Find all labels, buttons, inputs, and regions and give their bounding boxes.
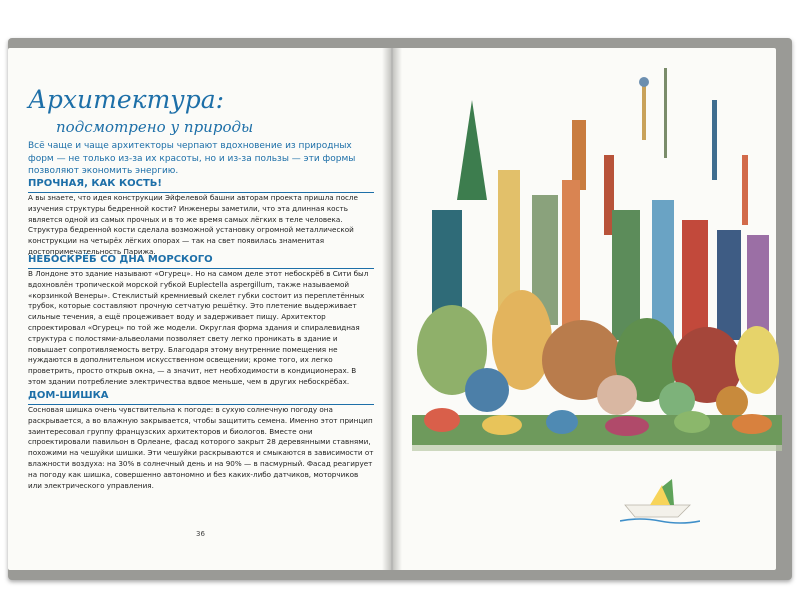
illustration-towers [432,100,769,340]
book-gutter [382,48,402,570]
section-heading-bone: ПРОЧНАЯ, КАК КОСТЬ! [28,178,374,193]
section-text-bone: А вы знаете, что идея конструкции Эйфелевой башни авторам проекта пришла после изучения структуры бедренной кости? Инженеры заметили, что эта длинная кость является одной из самых прочных и в то же время самых лёгких в теле человека. Структура бедренной кости сделала возможной установку огромной металлической конструкции на четырёх лёгких опорах — так на свет появилась знаменитая достопримечательность Парижа. [28,193,358,256]
paper-boat-illustration [620,475,700,525]
intro-paragraph: Всё чаще и чаще архитекторы черпают вдохновение из природных форм — не только из-за их красоты, но и из-за пользы — эти формы позволяют экономить энергию. [28,141,356,176]
page-title: Архитектура: [28,85,225,114]
section-heading-pinecone: ДОМ-ШИШКА [28,390,374,405]
page-number: 36 [196,530,205,538]
section-text-skyscraper: В Лондоне это здание называют «Огурец». Но на самом деле этот небоскрёб в Сити был вдохновлён тропической морской губкой Euplectella aspergillum, также называемой «корзинкой Венеры». Стеклистый кремниевый скелет губки состоит из переплетённых трубок, которые составляют прочную сетчатую решётку. Это плетение выдерживает сильные течения, а ещё процеживает воду и задерживает пищу. Архитектор спроектировал «Огурец» по той же модели. Округлая форма здания и спиралевидная структура с полостями-альвеолами позволяет свету легко проникать в здание и повышает сопротивляемость ветру. Благодаря этому внутренние помещения не нуждаются в дополнительном искусственном освещении; кроме того, их легко проветрить, просто открыв окна, — а значит, нет необходимости в кондиционерах. В этом здании потребление электричества вдвое меньше, чем в других небоскрёбах. [28,269,369,386]
section-heading-skyscraper: НЕБОСКРЁБ СО ДНА МОРСКОГО [28,254,374,269]
page-subtitle: подсмотрено у природы [56,118,254,136]
section-text-pinecone: Сосновая шишка очень чувствительна к погоде: в сухую солнечную погоду она раскрывается, а во влажную закрывается, чтобы защитить семена. Именно этот принцип заинтересовал группу французских архитекторов и биологов. Вместе они спроектировали павильон в Орлеане, фасад которого закрыт 28 деревянными ставнями, похожими на чешуйки шишки. Эти чешуйки раскрываются и смыкаются в зависимости от влажности воздуха: на 30% в солнечный день и на 90% — в пасмурный. Фасад реагирует на погоду как шишка, совершенно автономно и без каких-либо датчиков, моторчиков или электрического управления. [28,405,374,490]
nature-architecture-illustration [412,60,782,470]
